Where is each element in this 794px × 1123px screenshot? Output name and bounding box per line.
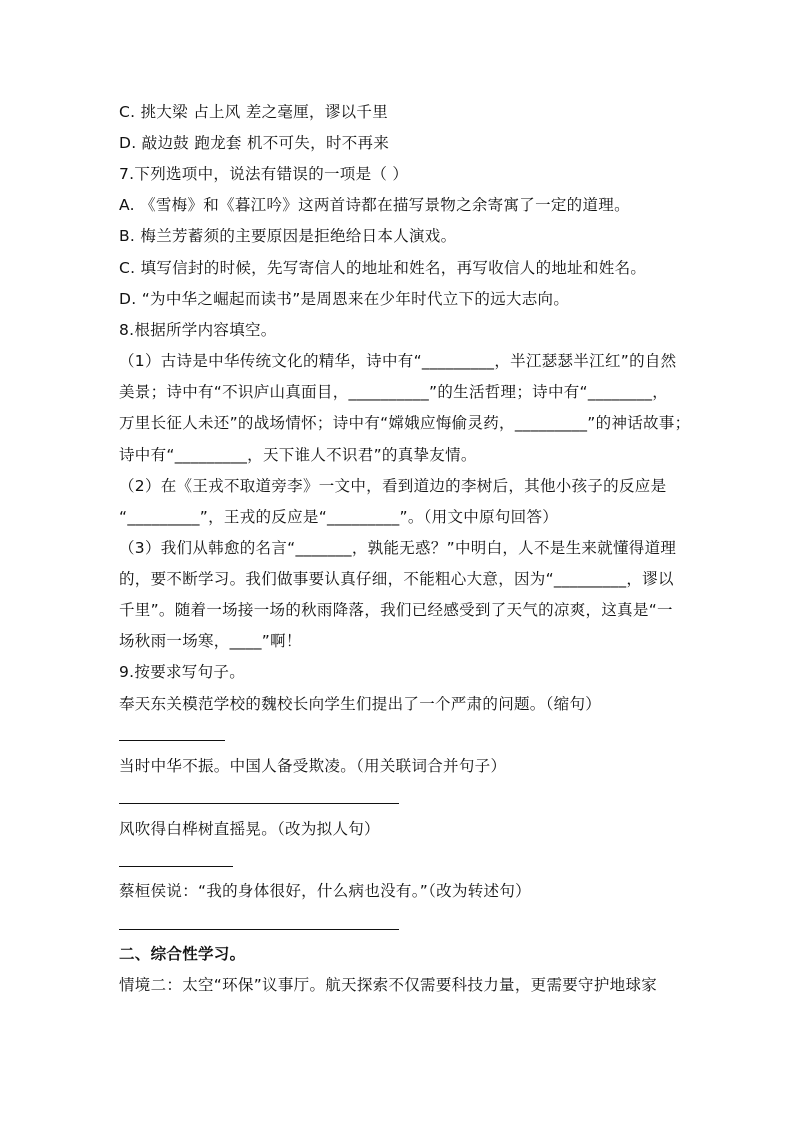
option-c-line: C. 挑大梁 占上风 差之毫厘，谬以千里 [119, 103, 389, 121]
scenario-2-text: 情境二：太空“环保”议事厅。航天探索不仅需要科技力量，更需要守护地球家 [119, 976, 658, 994]
question-8-title: 8.根据所学内容填空。 [119, 321, 277, 339]
q9-item4: 蔡桓侯说：“我的身体很好，什么病也没有。”（改为转述句） [119, 882, 531, 900]
q8-part1-line4: 诗中有“_________，天下谁人不识君”的真挚友情。 [119, 446, 477, 464]
q7-option-c: C. 填写信封的时候，先写寄信人的地址和姓名，再写收信人的地址和姓名。 [119, 259, 647, 277]
option-d-line: D. 敲边鼓 跑龙套 机不可失，时不再来 [119, 134, 390, 152]
section-2-heading: 二、综合性学习。 [119, 945, 246, 963]
q8-part2-line1: （2）在《王戎不取道旁李》一文中，看到道边的李树后，其他小孩子的反应是 [119, 477, 667, 495]
q7-option-b: B. 梅兰芳蓄须的主要原因是拒绝给日本人演戏。 [119, 227, 457, 245]
answer-line [119, 866, 233, 867]
q9-item2: 当时中华不振。中国人备受欺凌。（用关联词合并句子） [119, 757, 507, 775]
q8-part3-line4: 场秋雨一场寒，____”啊！ [119, 632, 302, 650]
q8-part2-line2: “_________”，王戎的反应是“_________”。（用文中原句回答） [119, 508, 559, 526]
q8-part1-line1: （1）古诗是中华传统文化的精华，诗中有“_________，半江瑟瑟半江红”的自然 [119, 352, 677, 370]
q8-part1-line3: 万里长征人未还”的战场情怀；诗中有“嫦娥应悔偷灵药，_________”的神话故事； [119, 414, 691, 432]
q7-option-d: D. “为中华之崛起而读书”是周恩来在少年时代立下的远大志向。 [119, 290, 570, 308]
question-9-title: 9.按要求写句子。 [119, 663, 245, 681]
q9-item1: 奉天东关模范学校的魏校长向学生们提出了一个严肃的问题。（缩句） [119, 695, 602, 713]
q7-option-a: A. 《雪梅》和《暮江吟》这两首诗都在描写景物之余寄寓了一定的道理。 [119, 196, 630, 214]
answer-line [119, 803, 399, 804]
answer-line [119, 740, 225, 741]
q8-part3-line1: （3）我们从韩愈的名言“_______，孰能无惑？”中明白，人不是生来就懂得道理 [119, 539, 677, 557]
answer-line [119, 929, 399, 930]
q9-item3: 风吹得白桦树直摇晃。（改为拟人句） [119, 820, 380, 838]
q8-part1-line2: 美景；诗中有“不识庐山真面目，__________”的生活哲理；诗中有“________， [119, 383, 669, 401]
q8-part3-line2: 的，要不断学习。我们做事要认真仔细，不能粗心大意，因为“_________，谬以 [119, 570, 674, 588]
q8-part3-line3: 千里”。随着一场接一场的秋雨降落，我们已经感受到了天气的凉爽，这真是“一 [119, 601, 673, 619]
question-7-title: 7.下列选项中，说法有错误的一项是（ ） [119, 165, 409, 183]
